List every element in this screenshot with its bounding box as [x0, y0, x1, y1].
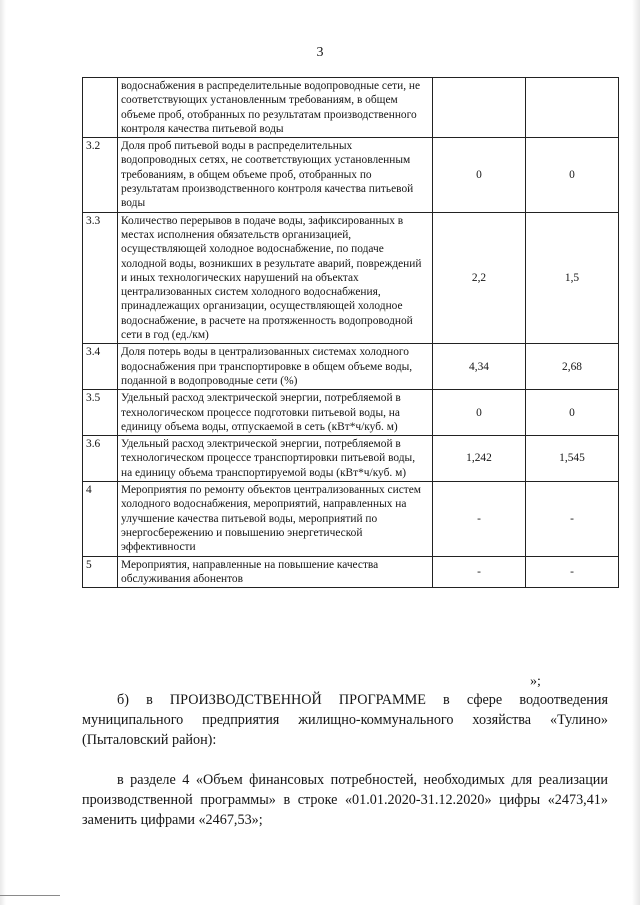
row-value-1	[433, 78, 526, 138]
table-row	[83, 78, 619, 138]
table-row	[83, 436, 619, 482]
row-description: Мероприятия, направленные на повышение качества обслуживания абонентов	[118, 556, 433, 588]
row-number: 4	[83, 482, 118, 556]
row-value-2: -	[526, 556, 619, 588]
paragraph-section-4: в разделе 4 «Объем финансовых потребностей, необходимых для реализации производственной программы» в строке «01.01.2020-31.12.2020» цифры «2473,41» заменить цифрами «2467,53»;	[82, 772, 608, 828]
table-row	[83, 212, 619, 344]
row-value-1: 0	[433, 390, 526, 436]
row-number	[83, 78, 118, 138]
page-number: 3	[316, 45, 324, 60]
row-value-1: 2,2	[433, 212, 526, 344]
paragraph-b: б) в ПРОИЗВОДСТВЕННОЙ ПРОГРАММЕ в сфере водоотведения муниципального предприятия жилищно-коммунального хозяйства «Тулино» (Пыталовский район):	[82, 692, 608, 748]
row-value-2: 1,5	[526, 212, 619, 344]
row-number: 3.2	[83, 138, 118, 212]
row-number: 3.6	[83, 436, 118, 482]
row-number: 3.4	[83, 344, 118, 390]
scan-edge-right	[632, 0, 640, 905]
scan-edge-left	[0, 0, 6, 905]
indicators-table	[82, 77, 619, 588]
table-row	[83, 556, 619, 588]
row-number: 3.3	[83, 212, 118, 344]
row-description: водоснабжения в распределительные водопроводные сети, не соответствующих установленным требованиям, в общем объеме проб, отобранных по результатам производственного контроля качества питьевой воды	[118, 78, 433, 138]
table-row	[83, 138, 619, 212]
row-description: Мероприятия по ремонту объектов централизованных систем холодного водоснабжения, мероприятий, направленных на улучшение качества питьевой воды, мероприятий по энергосбережению и повышению энергетической эффективности	[118, 482, 433, 556]
row-value-2: 1,545	[526, 436, 619, 482]
row-description: Удельный расход электрической энергии, потребляемой в технологическом процессе транспортировки питьевой воды, на единицу объема транспортируемой воды (кВт*ч/куб. м)	[118, 436, 433, 482]
row-value-1: 0	[433, 138, 526, 212]
row-value-2: 0	[526, 390, 619, 436]
row-number: 3.5	[83, 390, 118, 436]
row-description: Количество перерывов в подаче воды, зафиксированных в местах исполнения обязательств организацией, осуществляющей холодное водоснабжение, по подаче холодной воды, возникших в результате аварий, повреждений и иных технологических нарушений на объектах централизованных систем холодного водоснабжения, принадлежащих организации, осуществляющей холодное водоснабжение, в расчете на протяженность водопроводной сети в год (ед./км)	[118, 212, 433, 344]
row-description: Доля проб питьевой воды в распределительных водопроводных сетях, не соответствующих установленным требованиям, в общем объеме проб, отобранных по результатам производственного контроля качества питьевой воды	[118, 138, 433, 212]
row-value-2: 0	[526, 138, 619, 212]
row-number: 5	[83, 556, 118, 588]
row-description: Удельный расход электрической энергии, потребляемой в технологическом процессе подготовки питьевой воды, на единицу объема воды, отпускаемой в сеть (кВт*ч/куб. м)	[118, 390, 433, 436]
table-row	[83, 482, 619, 556]
row-value-1: 1,242	[433, 436, 526, 482]
closing-quote: »;	[530, 674, 541, 689]
row-value-1: 4,34	[433, 344, 526, 390]
row-value-2: -	[526, 482, 619, 556]
row-value-2: 2,68	[526, 344, 619, 390]
table-row	[83, 390, 619, 436]
row-value-1: -	[433, 556, 526, 588]
row-value-1: -	[433, 482, 526, 556]
table-row	[83, 344, 619, 390]
row-description: Доля потерь воды в централизованных системах холодного водоснабжения при транспортировке в общем объеме воды, поданной в водопроводные сети (%)	[118, 344, 433, 390]
footer-rule	[0, 895, 60, 896]
row-value-2	[526, 78, 619, 138]
